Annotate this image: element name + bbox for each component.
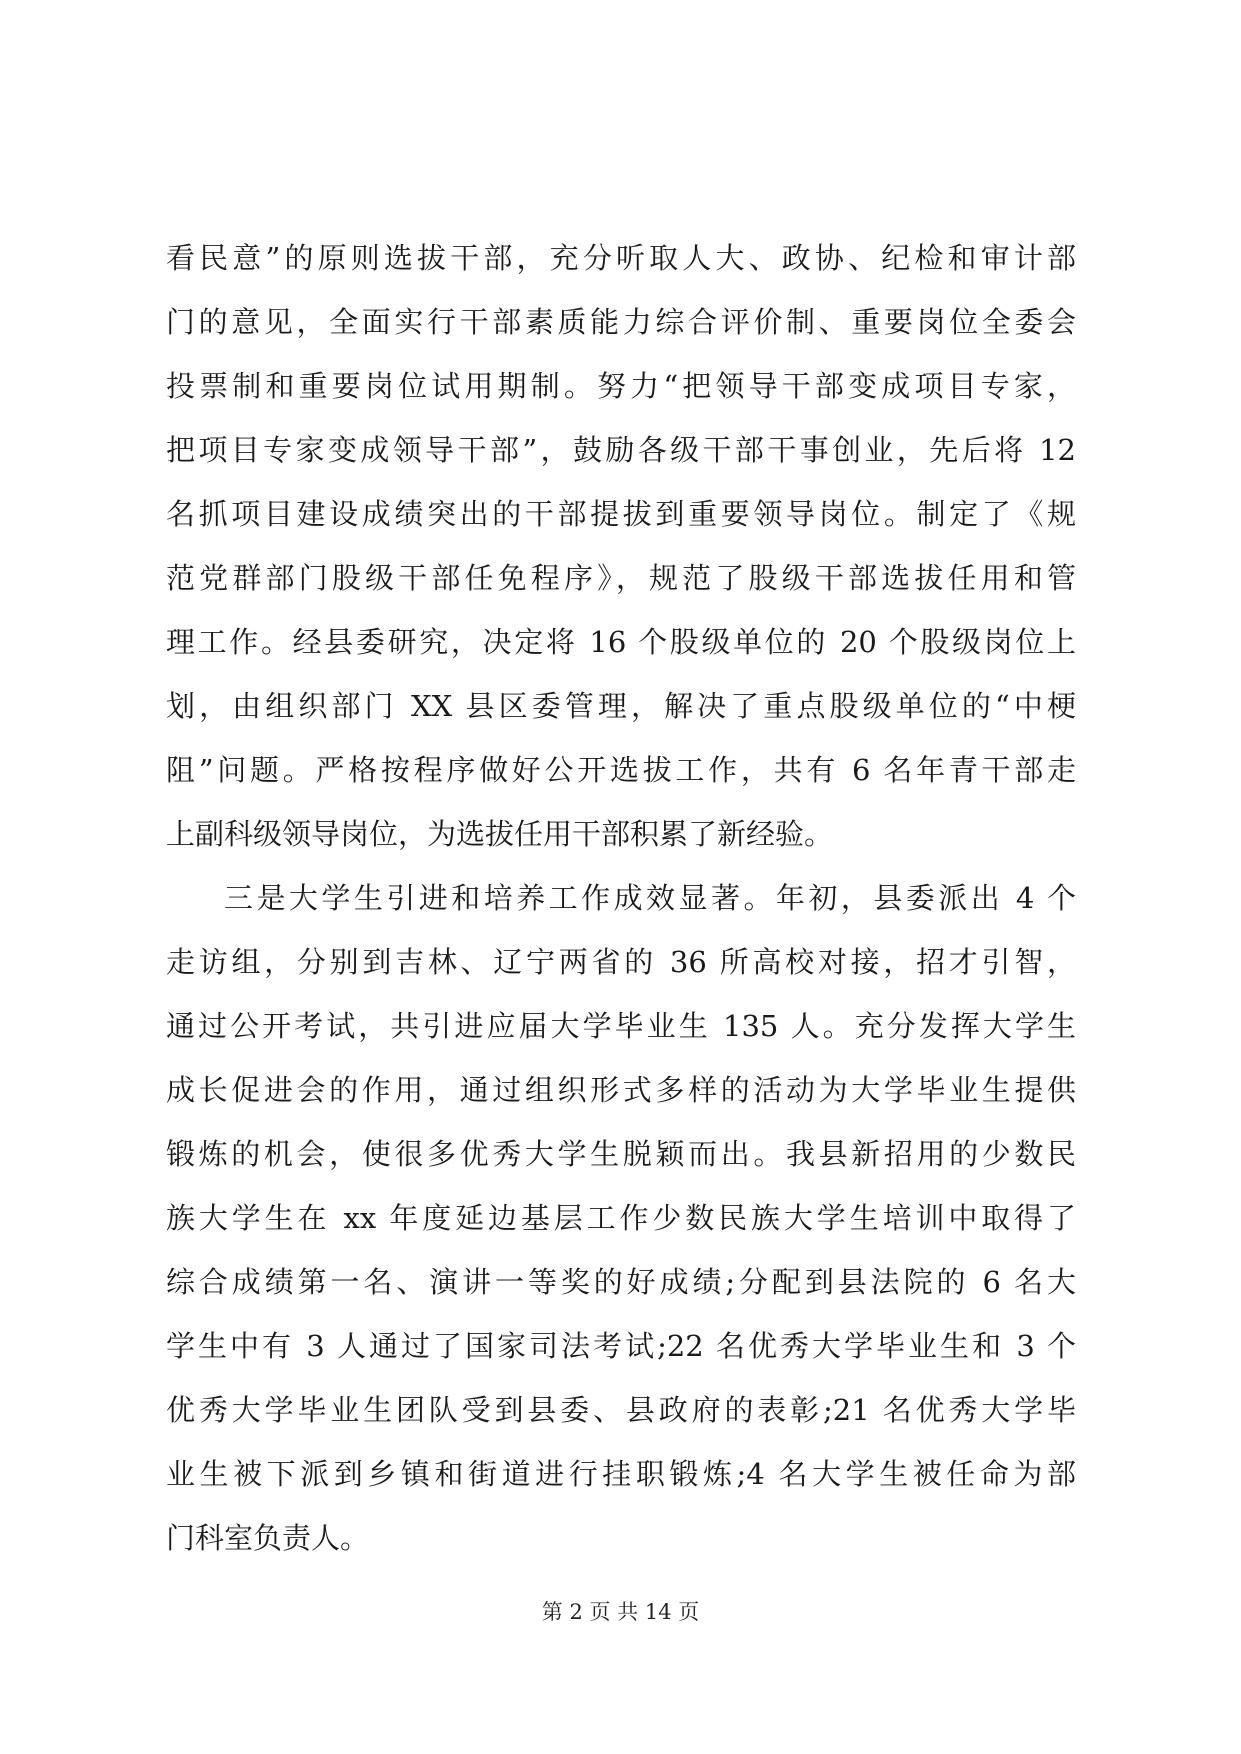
text-line: 综合成绩第一名、演讲一等奖的好成绩;分配到县法院的 6 名大 [166, 1265, 1076, 1299]
text-line: 通过公开考试，共引进应届大学毕业生 135 人。充分发挥大学生 [166, 1009, 1076, 1043]
text-line: 看民意”的原则选拔干部，充分听取人大、政协、纪检和审计部 [166, 241, 1076, 275]
text-line: 门的意见，全面实行干部素质能力综合评价制、重要岗位全委会 [166, 305, 1076, 339]
text-line: 划，由组织部门 XX 县区委管理，解决了重点股级单位的“中梗 [166, 689, 1076, 723]
text-line: 理工作。经县委研究，决定将 16 个股级单位的 20 个股级岗位上 [166, 625, 1076, 659]
body-text [166, 226, 1076, 1570]
paragraph-graduates [166, 866, 1076, 1570]
text-line: 名抓项目建设成绩突出的干部提拔到重要领导岗位。制定了《规 [166, 497, 1076, 531]
text-line: 投票制和重要岗位试用期制。努力“把领导干部变成项目专家， [166, 369, 1076, 403]
text-line: 走访组，分别到吉林、辽宁两省的 36 所高校对接，招才引智， [166, 945, 1076, 979]
text-line: 上副科级领导岗位，为选拔任用干部积累了新经验。 [166, 817, 834, 851]
text-line: 成长促进会的作用，通过组织形式多样的活动为大学毕业生提供 [166, 1073, 1076, 1107]
text-line: 门科室负责人。 [166, 1521, 370, 1555]
text-line: 业生被下派到乡镇和街道进行挂职锻炼;4 名大学生被任命为部 [166, 1457, 1076, 1491]
text-line: 学生中有 3 人通过了国家司法考试;22 名优秀大学毕业生和 3 个 [166, 1329, 1076, 1363]
text-line: 范党群部门股级干部任免程序》，规范了股级干部选拔任用和管 [166, 561, 1076, 595]
page-number-footer: 第 2 页 共 14 页 [541, 1600, 700, 1624]
paragraph-cadre-selection [166, 226, 1076, 866]
text-line: 三是大学生引进和培养工作成效显著。年初，县委派出 4 个 [224, 881, 1076, 915]
text-line: 阻”问题。严格按程序做好公开选拔工作，共有 6 名年青干部走 [166, 753, 1076, 787]
text-line: 优秀大学毕业生团队受到县委、县政府的表彰;21 名优秀大学毕 [166, 1393, 1076, 1427]
text-line: 族大学生在 xx 年度延边基层工作少数民族大学生培训中取得了 [166, 1201, 1076, 1235]
text-line: 把项目专家变成领导干部”，鼓励各级干部干事创业，先后将 12 [166, 433, 1076, 467]
text-line: 锻炼的机会，使很多优秀大学生脱颖而出。我县新招用的少数民 [166, 1137, 1076, 1171]
